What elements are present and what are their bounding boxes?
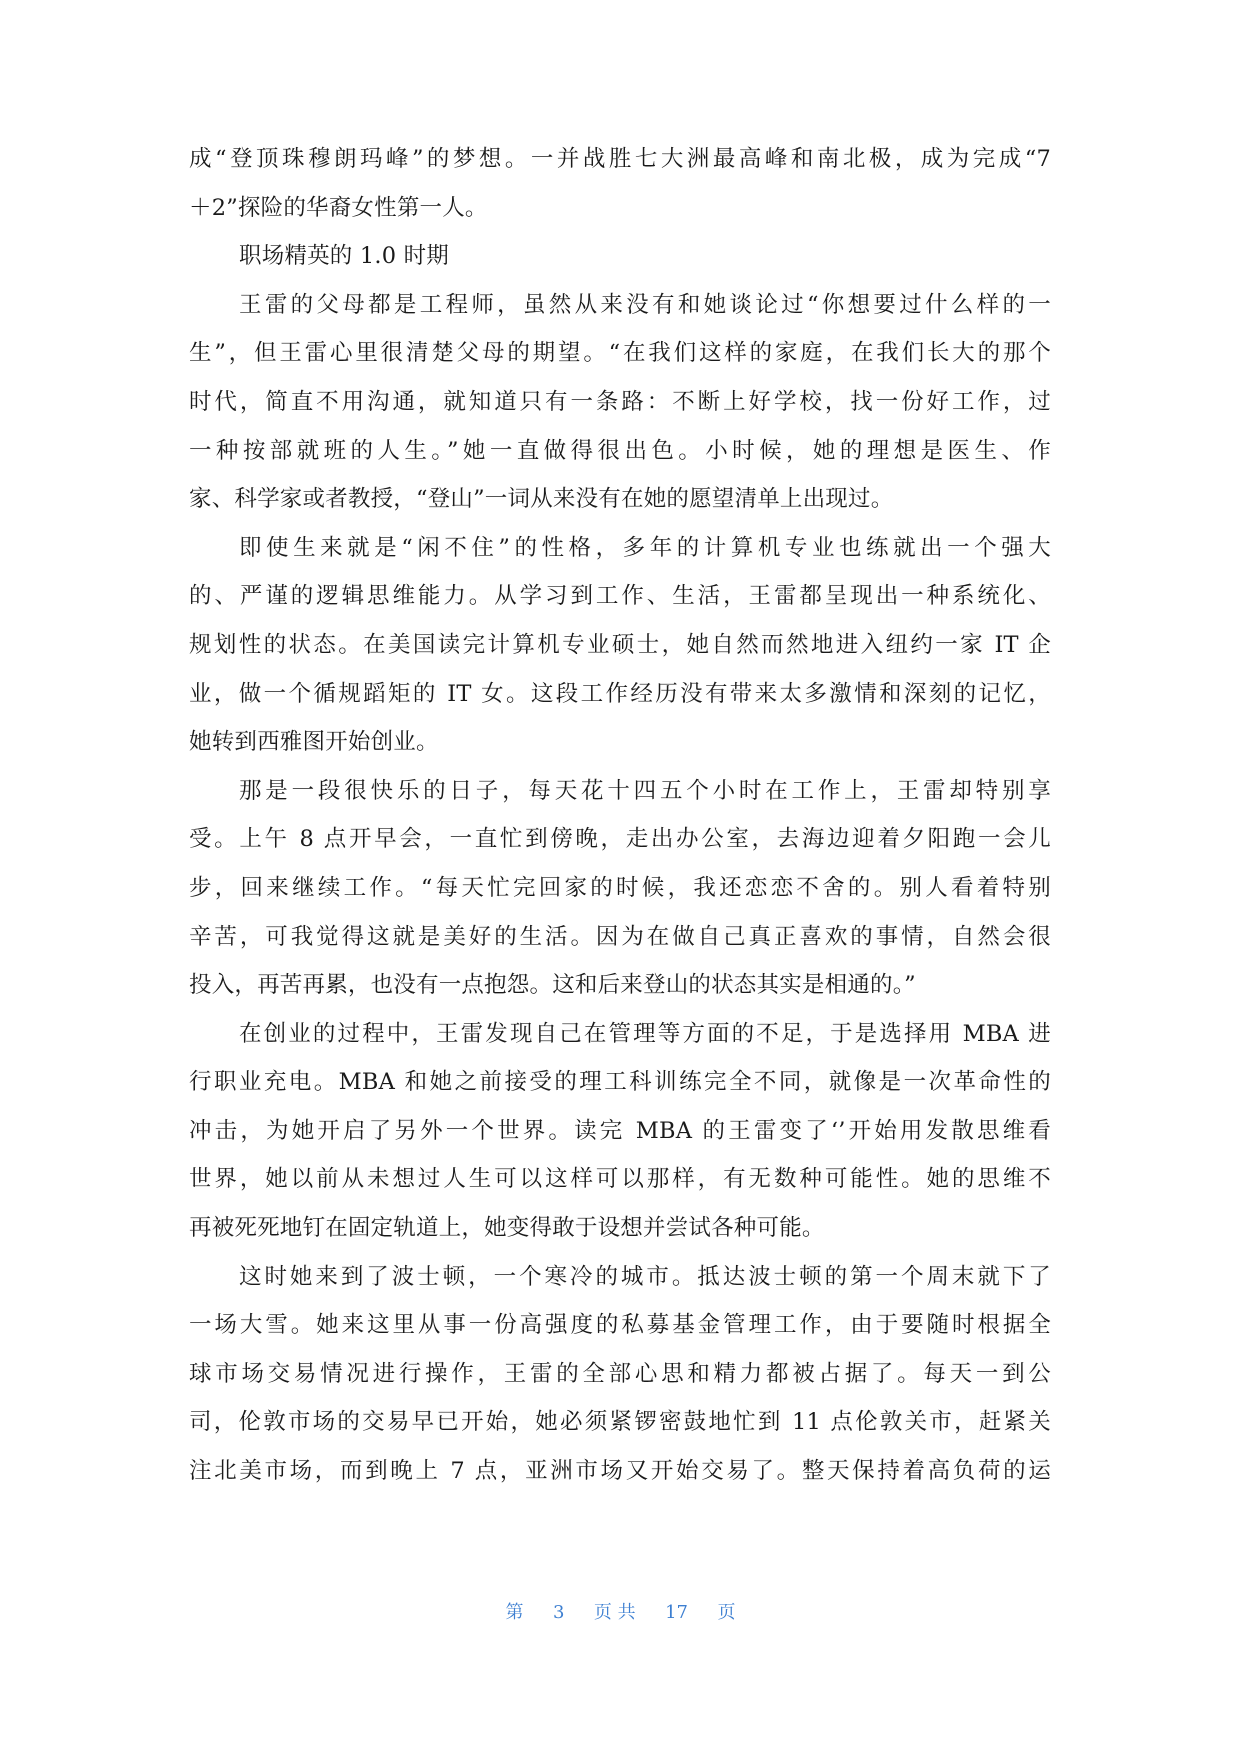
text-line: 那是一段很快乐的日子，每天花十四五个小时在工作上，王雷却特别享 — [239, 777, 1051, 804]
text-line: 这时她来到了波士顿，一个寒冷的城市。抵达波士顿的第一个周末就下了 — [239, 1263, 1051, 1290]
text-line: 球市场交易情况进行操作，王雷的全部心思和精力都被占据了。每天一到公 — [189, 1360, 1051, 1387]
body-text — [189, 135, 1051, 1496]
text-line: 冲击，为她开启了另外一个世界。读完 MBA 的王雷变了‘’开始用发散思维看 — [189, 1117, 1051, 1144]
footer-label-of: 页 共 — [593, 1602, 636, 1623]
text-line: 她转到西雅图开始创业。 — [189, 729, 439, 756]
text-line: 辛苦，可我觉得这就是美好的生活。因为在做自己真正喜欢的事情，自然会很 — [189, 923, 1051, 950]
page-footer — [0, 1598, 1241, 1624]
text-line: 受。上午 8 点开早会，一直忙到傍晚，走出办公室，去海边迎着夕阳跑一会儿 — [189, 826, 1051, 853]
text-line: 一种按部就班的人生。”她一直做得很出色。小时候，她的理想是医生、作 — [189, 437, 1051, 464]
text-line: 行职业充电。MBA 和她之前接受的理工科训练完全不同，就像是一次革命性的 — [189, 1069, 1051, 1096]
text-line: 生”，但王雷心里很清楚父母的期望。“在我们这样的家庭，在我们长大的那个 — [189, 340, 1051, 367]
text-line: 在创业的过程中，王雷发现自己在管理等方面的不足，于是选择用 MBA 进 — [239, 1020, 1051, 1047]
text-line: 司，伦敦市场的交易早已开始，她必须紧锣密鼓地忙到 11 点伦敦关市，赶紧关 — [189, 1409, 1051, 1436]
current-page-number: 3 — [552, 1602, 565, 1623]
text-line: 即使生来就是“闲不住”的性格，多年的计算机专业也练就出一个强大 — [239, 534, 1051, 561]
text-line: 注北美市场，而到晚上 7 点，亚洲市场又开始交易了。整天保持着高负荷的运 — [189, 1458, 1051, 1485]
footer-label-end: 页 — [717, 1602, 736, 1623]
text-line: 世界，她以前从未想过人生可以这样可以那样，有无数种可能性。她的思维不 — [189, 1166, 1051, 1193]
text-line: 再被死死地钉在固定轨道上，她变得敢于设想并尝试各种可能。 — [189, 1215, 825, 1242]
text-line: ＋2”探险的华裔女性第一人。 — [189, 194, 488, 221]
total-page-count: 17 — [665, 1602, 689, 1623]
footer-label-page: 第 — [505, 1602, 524, 1623]
text-line: 王雷的父母都是工程师，虽然从来没有和她谈论过“你想要过什么样的一 — [239, 291, 1051, 318]
text-line: 投入，再苦再累，也没有一点抱怨。这和后来登山的状态其实是相通的。” — [189, 972, 916, 999]
text-line: 业，做一个循规蹈矩的 IT 女。这段工作经历没有带来太多激情和深刻的记忆， — [189, 680, 1051, 707]
text-line: 规划性的状态。在美国读完计算机专业硕士，她自然而然地进入纽约一家 IT 企 — [189, 631, 1051, 658]
text-line: 一场大雪。她来这里从事一份高强度的私募基金管理工作，由于要随时根据全 — [189, 1312, 1051, 1339]
text-line: 步，回来继续工作。“每天忙完回家的时候，我还恋恋不舍的。别人看着特别 — [189, 874, 1051, 901]
text-line: 的、严谨的逻辑思维能力。从学习到工作、生活，王雷都呈现出一种系统化、 — [189, 583, 1051, 610]
text-line: 时代，简直不用沟通，就知道只有一条路：不断上好学校，找一份好工作，过 — [189, 388, 1051, 415]
text-line: 职场精英的 1.0 时期 — [239, 243, 449, 270]
text-line: 成“登顶珠穆朗玛峰”的梦想。一并战胜七大洲最高峰和南北极，成为完成“7 — [189, 146, 1051, 172]
text-line: 家、科学家或者教授，“登山”一词从来没有在她的愿望清单上出现过。 — [189, 486, 894, 513]
